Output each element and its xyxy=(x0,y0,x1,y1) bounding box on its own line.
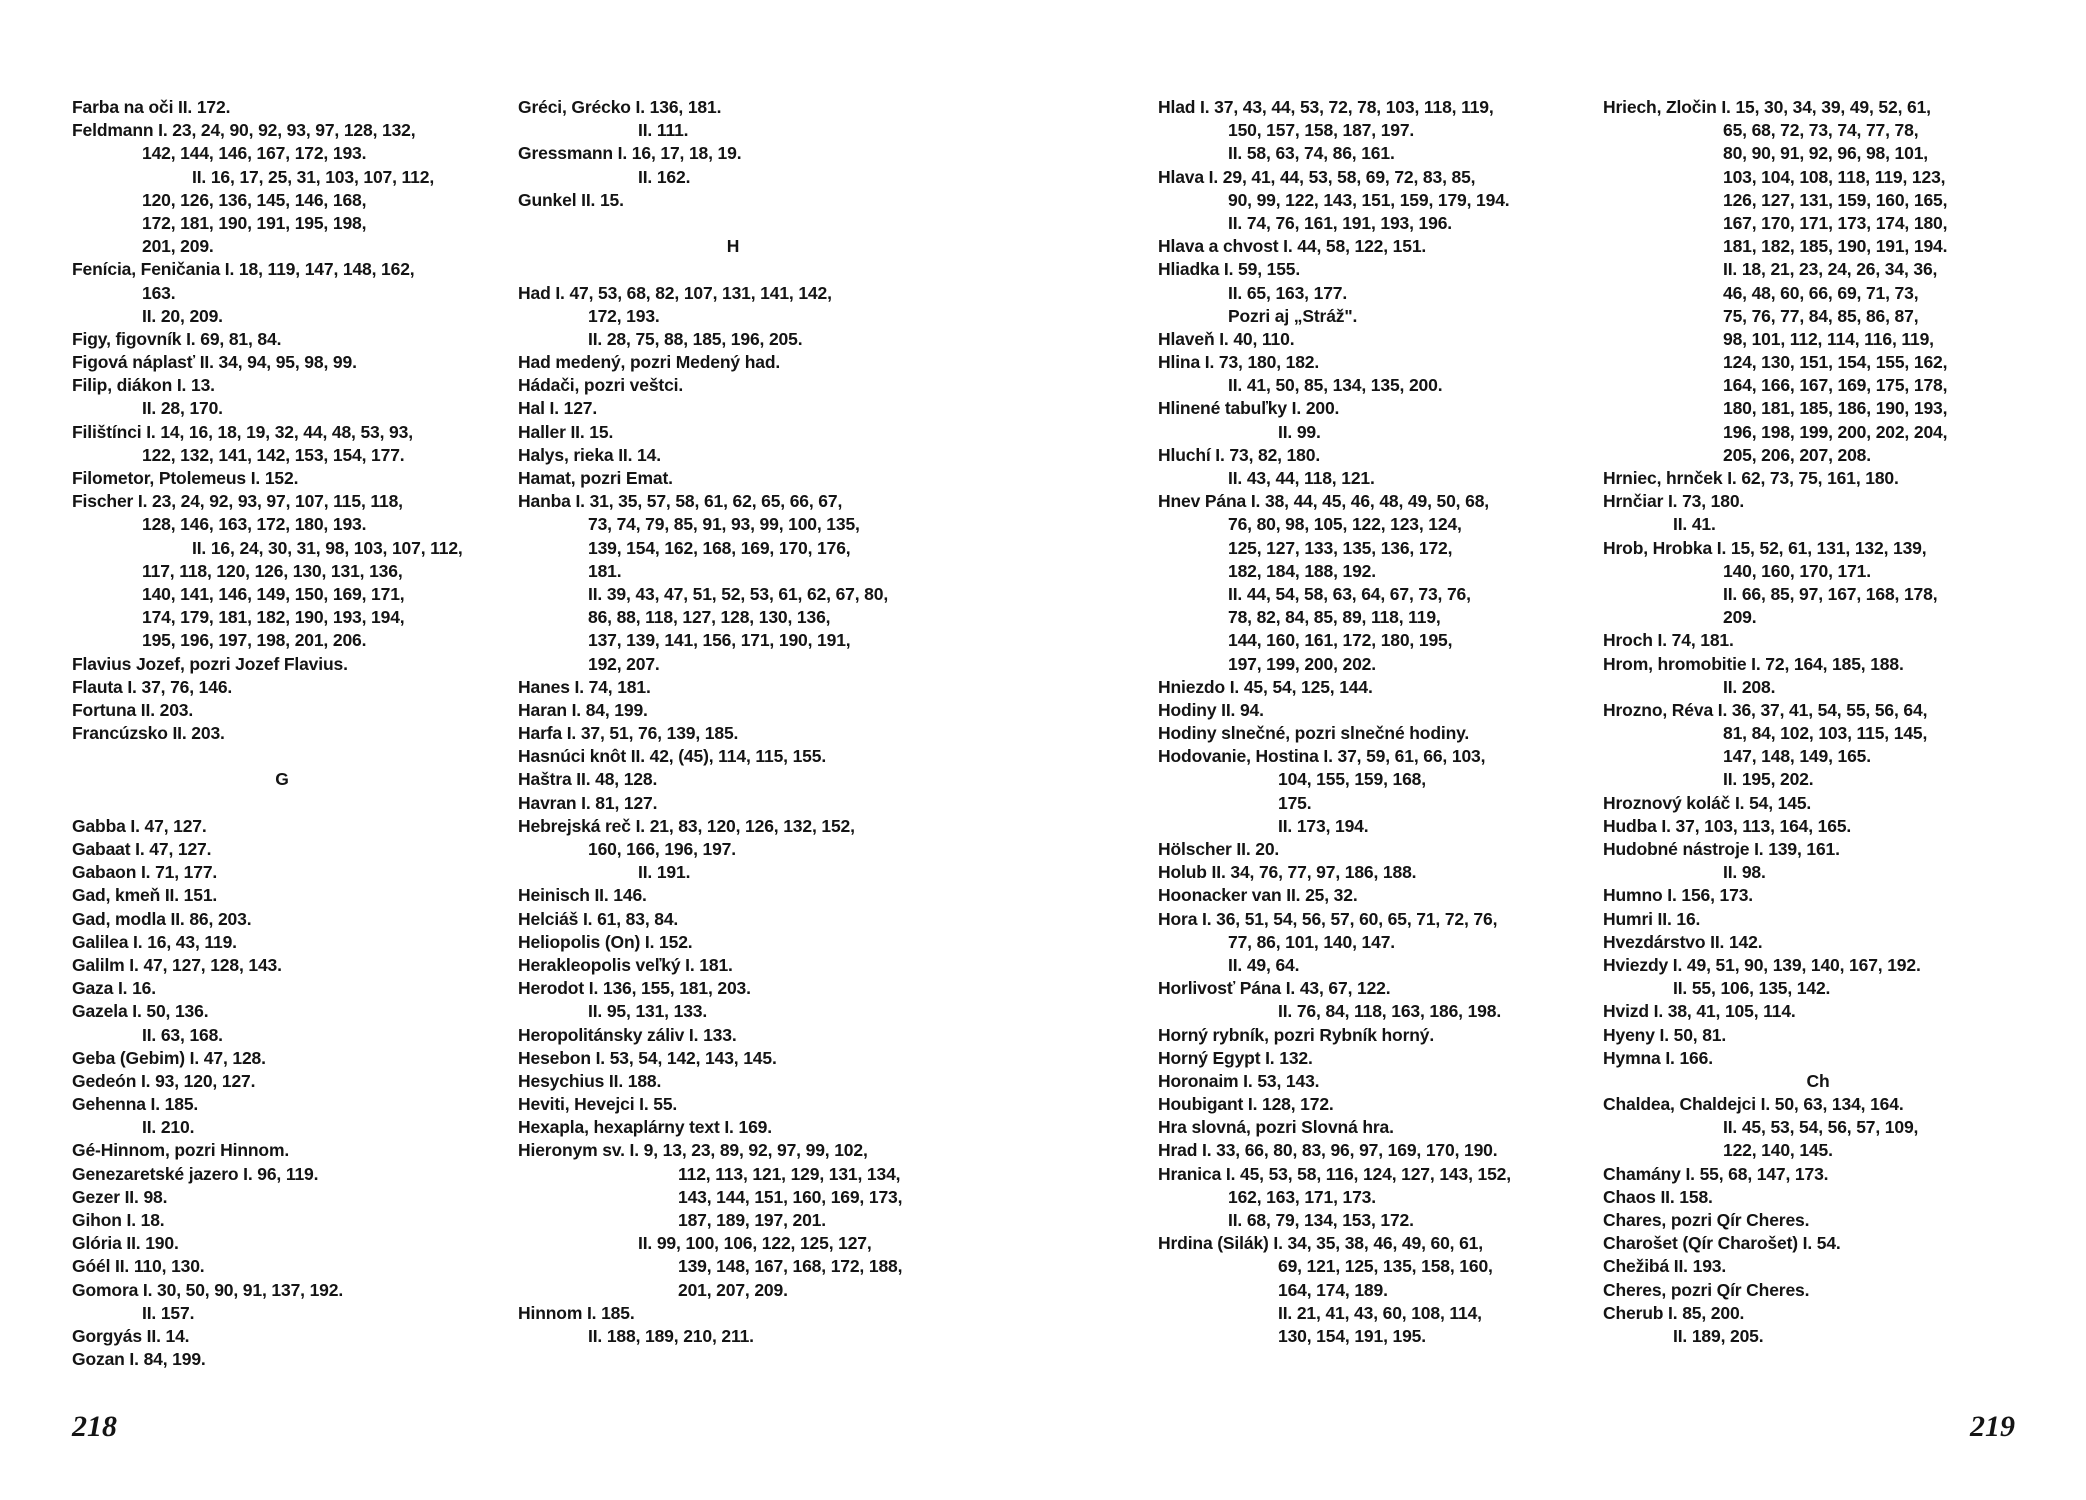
index-entry-continuation: 163. xyxy=(142,282,176,303)
index-entry-continuation: 164, 174, 189. xyxy=(1278,1279,1388,1300)
index-column-1 xyxy=(72,96,492,1371)
index-entry: Hliadka I. 59, 155. xyxy=(1158,259,1301,280)
index-entry-continuation: 139, 154, 162, 168, 169, 170, 176, xyxy=(588,537,851,558)
index-entry: Gabba I. 47, 127. xyxy=(72,815,207,836)
index-entry: Gazela I. 50, 136. xyxy=(72,1001,209,1022)
index-entry-continuation: II. 188, 189, 210, 211. xyxy=(588,1325,754,1346)
index-entry-continuation: II. 195, 202. xyxy=(1723,769,1814,790)
index-entry: Gihon I. 18. xyxy=(72,1210,165,1230)
index-entry-continuation: II. 63, 168. xyxy=(142,1024,223,1045)
index-column-4 xyxy=(1603,96,2033,1348)
index-entry: Gaza I. 16. xyxy=(72,978,156,999)
index-entry: Chaldea, Chaldejci I. 50, 63, 134, 164. xyxy=(1603,1094,1904,1115)
index-entry: Fortuna II. 203. xyxy=(72,699,194,720)
index-entry: Geba (Gebim) I. 47, 128. xyxy=(72,1047,266,1068)
index-entry-continuation: 77, 86, 101, 140, 147. xyxy=(1228,931,1395,952)
index-entry-continuation: II. 111. xyxy=(638,120,689,141)
index-entry-continuation: 143, 144, 151, 160, 169, 173, xyxy=(678,1186,903,1207)
index-entry-continuation: 144, 160, 161, 172, 180, 195, xyxy=(1228,630,1453,651)
index-entry-continuation: II. 99, 100, 106, 122, 125, 127, xyxy=(638,1233,872,1254)
index-entry-continuation: II. 74, 76, 161, 191, 193, 196. xyxy=(1228,212,1453,233)
index-entry-continuation: 69, 121, 125, 135, 158, 160, xyxy=(1278,1256,1493,1277)
index-entry: Hlava a chvost I. 44, 58, 122, 151. xyxy=(1158,236,1427,257)
index-entry: Fenícia, Feničania I. 18, 119, 147, 148, 162, xyxy=(72,259,415,280)
section-spacer xyxy=(518,212,948,235)
index-entry-continuation: 125, 127, 133, 135, 136, 172, xyxy=(1228,537,1453,558)
index-entry-continuation: II. 66, 85, 97, 167, 168, 178, xyxy=(1723,583,1938,604)
index-entry: Had medený, pozri Medený had. xyxy=(518,352,781,373)
index-entry-continuation: II. 208. xyxy=(1723,676,1776,697)
index-entry-continuation: II. 210. xyxy=(142,1117,195,1138)
index-entry-continuation: 126, 127, 131, 159, 160, 165, xyxy=(1723,189,1948,210)
index-entry: Gedeón I. 93, 120, 127. xyxy=(72,1070,256,1091)
index-entry: Gozan I. 84, 199. xyxy=(72,1349,206,1370)
index-entry: Horný rybník, pozri Rybník horný. xyxy=(1158,1024,1435,1045)
index-column-3 xyxy=(1158,96,1588,1348)
index-entry-continuation: 187, 189, 197, 201. xyxy=(678,1210,826,1230)
index-entry-continuation: 180, 181, 185, 186, 190, 193, xyxy=(1723,398,1948,419)
index-entry: Haller II. 15. xyxy=(518,421,614,442)
index-entry: Farba na oči II. 172. xyxy=(72,97,231,117)
index-entry-continuation: 90, 99, 122, 143, 151, 159, 179, 194. xyxy=(1228,189,1510,210)
index-entry-continuation: II. 65, 163, 177. xyxy=(1228,282,1348,303)
index-entry: Hora I. 36, 51, 54, 56, 57, 60, 65, 71, 72, 76, xyxy=(1158,908,1498,929)
index-entry: Horonaim I. 53, 143. xyxy=(1158,1070,1320,1091)
index-entry-continuation: 160, 166, 196, 197. xyxy=(588,839,736,859)
index-entry: Hymna I. 166. xyxy=(1603,1047,1713,1068)
index-entry-continuation: 181, 182, 185, 190, 191, 194. xyxy=(1723,236,1948,257)
section-spacer xyxy=(72,745,492,768)
index-entry-continuation: 78, 82, 84, 85, 89, 118, 119, xyxy=(1228,607,1441,628)
index-entry: Chares, pozri Qír Cheres. xyxy=(1603,1210,1810,1230)
index-entry-continuation: 73, 74, 79, 85, 91, 93, 99, 100, 135, xyxy=(588,514,860,535)
index-entry-continuation: 195, 196, 197, 198, 201, 206. xyxy=(142,630,367,651)
index-entry: Hniezdo I. 45, 54, 125, 144. xyxy=(1158,676,1373,697)
index-entry: Chežibá II. 193. xyxy=(1603,1256,1727,1277)
index-entry: Hasnúci knôt II. 42, (45), 114, 115, 155. xyxy=(518,746,827,767)
index-column-2 xyxy=(518,96,948,1348)
index-entry-continuation: 128, 146, 163, 172, 180, 193. xyxy=(142,514,367,535)
index-entry-continuation: 142, 144, 146, 167, 172, 193. xyxy=(142,143,367,164)
index-entry: Hádači, pozri veštci. xyxy=(518,375,684,396)
index-entry-continuation: 112, 113, 121, 129, 131, 134, xyxy=(678,1163,901,1184)
index-entry: Humri II. 16. xyxy=(1603,908,1701,929)
section-spacer xyxy=(72,792,492,815)
index-entry: Feldmann I. 23, 24, 90, 92, 93, 97, 128, 132, xyxy=(72,120,416,141)
index-entry-continuation: II. 189, 205. xyxy=(1673,1325,1764,1346)
index-entry-continuation: II. 16, 24, 30, 31, 98, 103, 107, 112, xyxy=(192,537,463,558)
index-entry-continuation: 147, 148, 149, 165. xyxy=(1723,746,1871,767)
index-entry: Holub II. 34, 76, 77, 97, 186, 188. xyxy=(1158,862,1417,883)
index-entry: Hrob, Hrobka I. 15, 52, 61, 131, 132, 139, xyxy=(1603,537,1927,558)
index-entry: Hlaveň I. 40, 110. xyxy=(1158,328,1295,349)
index-entry-continuation: 130, 154, 191, 195. xyxy=(1278,1325,1426,1346)
index-entry: Hieronym sv. I. 9, 13, 23, 89, 92, 97, 99, 102, xyxy=(518,1140,868,1161)
index-entry: Figy, figovník I. 69, 81, 84. xyxy=(72,328,282,349)
index-entry: Gunkel II. 15. xyxy=(518,189,624,210)
index-entry: Hanba I. 31, 35, 57, 58, 61, 62, 65, 66, 67, xyxy=(518,491,843,512)
index-entry: Houbigant I. 128, 172. xyxy=(1158,1094,1334,1115)
index-entry: Hölscher II. 20. xyxy=(1158,839,1280,859)
index-entry-continuation: 201, 207, 209. xyxy=(678,1279,788,1300)
index-entry-continuation: 182, 184, 188, 192. xyxy=(1228,560,1376,581)
index-entry: Gad, kmeň II. 151. xyxy=(72,885,218,906)
index-entry: Hlad I. 37, 43, 44, 53, 72, 78, 103, 118, 119, xyxy=(1158,97,1494,117)
index-entry: Gehenna I. 185. xyxy=(72,1094,199,1115)
index-entry: Filip, diákon I. 13. xyxy=(72,375,215,396)
index-entry: Herodot I. 136, 155, 181, 203. xyxy=(518,978,751,999)
index-entry: Cherub I. 85, 200. xyxy=(1603,1302,1745,1323)
index-entry: Filištínci I. 14, 16, 18, 19, 32, 44, 48, 53, 93, xyxy=(72,421,413,442)
index-entry-continuation: II. 68, 79, 134, 153, 172. xyxy=(1228,1210,1414,1230)
index-entry-continuation: II. 44, 54, 58, 63, 64, 67, 73, 76, xyxy=(1228,583,1471,604)
index-entry-continuation: II. 28, 170. xyxy=(142,398,223,419)
index-entry: Chaos II. 158. xyxy=(1603,1186,1713,1207)
index-entry-continuation: 139, 148, 167, 168, 172, 188, xyxy=(678,1256,903,1277)
index-entry: Hluchí I. 73, 82, 180. xyxy=(1158,444,1321,465)
index-entry-continuation: 122, 140, 145. xyxy=(1723,1140,1833,1161)
index-entry: Hudba I. 37, 103, 113, 164, 165. xyxy=(1603,815,1852,836)
index-entry-continuation: 46, 48, 60, 66, 69, 71, 73, xyxy=(1723,282,1919,303)
index-entry-continuation: 75, 76, 77, 84, 85, 86, 87, xyxy=(1723,305,1919,326)
index-entry: Charošet (Qír Charošet) I. 54. xyxy=(1603,1233,1841,1254)
index-entry: Hoonacker van II. 25, 32. xyxy=(1158,885,1358,906)
index-entry: Hesychius II. 188. xyxy=(518,1070,662,1091)
index-entry: Cheres, pozri Qír Cheres. xyxy=(1603,1279,1810,1300)
index-entry-continuation: II. 20, 209. xyxy=(142,305,223,326)
index-entry: Halys, rieka II. 14. xyxy=(518,444,661,465)
index-entry-continuation: 205, 206, 207, 208. xyxy=(1723,444,1871,465)
index-entry: Hanes I. 74, 181. xyxy=(518,676,651,697)
index-entry-continuation: 192, 207. xyxy=(588,653,660,674)
index-entry-continuation: 150, 157, 158, 187, 197. xyxy=(1228,120,1415,141)
index-entry-continuation: II. 21, 41, 43, 60, 108, 114, xyxy=(1278,1302,1482,1323)
index-entry: Gezer II. 98. xyxy=(72,1186,168,1207)
index-entry: Hriech, Zločin I. 15, 30, 34, 39, 49, 52, 61, xyxy=(1603,97,1931,117)
index-entry-continuation: II. 49, 64. xyxy=(1228,954,1300,975)
index-entry-continuation: II. 41. xyxy=(1673,514,1716,535)
index-entry: Hlinené tabuľky I. 200. xyxy=(1158,398,1340,419)
index-entry-continuation: 65, 68, 72, 73, 74, 77, 78, xyxy=(1723,120,1919,141)
index-entry-continuation: 122, 132, 141, 142, 153, 154, 177. xyxy=(142,444,405,465)
index-entry-continuation: 103, 104, 108, 118, 119, 123, xyxy=(1723,166,1946,187)
index-entry: Gréci, Grécko I. 136, 181. xyxy=(518,97,722,117)
index-entry-continuation: Pozri aj „Stráž". xyxy=(1228,305,1358,326)
index-entry: Flauta I. 37, 76, 146. xyxy=(72,676,233,697)
index-entry: Fischer I. 23, 24, 92, 93, 97, 107, 115, 118, xyxy=(72,491,403,512)
index-entry-continuation: 140, 160, 170, 171. xyxy=(1723,560,1871,581)
index-entry: Hviezdy I. 49, 51, 90, 139, 140, 167, 192. xyxy=(1603,954,1921,975)
index-entry: Chamány I. 55, 68, 147, 173. xyxy=(1603,1163,1829,1184)
index-entry-continuation: II. 173, 194. xyxy=(1278,815,1369,836)
index-entry-continuation: 201, 209. xyxy=(142,236,214,257)
index-entry: Hrdina (Silák) I. 34, 35, 38, 46, 49, 60, 61, xyxy=(1158,1233,1483,1254)
index-entry-continuation: 209. xyxy=(1723,607,1757,628)
index-entry-continuation: 81, 84, 102, 103, 115, 145, xyxy=(1723,723,1928,744)
index-entry: Gorgyás II. 14. xyxy=(72,1325,190,1346)
index-entry: Hnev Pána I. 38, 44, 45, 46, 48, 49, 50, 68, xyxy=(1158,491,1489,512)
index-entry: Hrad I. 33, 66, 80, 83, 96, 97, 169, 170, 190. xyxy=(1158,1140,1498,1161)
index-entry: Hinnom I. 185. xyxy=(518,1302,635,1323)
index-entry: Had I. 47, 53, 68, 82, 107, 131, 141, 142, xyxy=(518,282,832,303)
index-entry: Heropolitánsky záliv I. 133. xyxy=(518,1024,737,1045)
index-entry-continuation: II. 157. xyxy=(142,1302,195,1323)
index-entry-continuation: 124, 130, 151, 154, 155, 162, xyxy=(1723,352,1948,373)
index-entry: Heinisch II. 146. xyxy=(518,885,647,906)
index-entry: Herakleopolis veľký I. 181. xyxy=(518,954,733,975)
index-entry: Horný Egypt I. 132. xyxy=(1158,1047,1313,1068)
index-entry: Filometor, Ptolemeus I. 152. xyxy=(72,468,299,488)
index-entry: Horlivosť Pána I. 43, 67, 122. xyxy=(1158,978,1391,999)
index-entry-continuation: 181. xyxy=(588,560,622,581)
page-number-left: 218 xyxy=(72,1410,117,1443)
index-entry-continuation: II. 39, 43, 47, 51, 52, 53, 61, 62, 67, 80, xyxy=(588,583,889,604)
section-spacer xyxy=(518,258,948,281)
index-entry: Hudobné nástroje I. 139, 161. xyxy=(1603,839,1840,859)
index-entry: Havran I. 81, 127. xyxy=(518,792,658,813)
index-entry-continuation: 117, 118, 120, 126, 130, 131, 136, xyxy=(142,560,403,581)
index-entry: Hamat, pozri Emat. xyxy=(518,468,673,488)
index-entry: Galilm I. 47, 127, 128, 143. xyxy=(72,954,282,975)
index-entry-continuation: 167, 170, 171, 173, 174, 180, xyxy=(1723,212,1948,233)
index-entry-continuation: 140, 141, 146, 149, 150, 169, 171, xyxy=(142,583,405,604)
section-letter-heading: G xyxy=(275,769,289,790)
index-entry-continuation: 175. xyxy=(1278,792,1312,813)
index-entry-continuation: II. 95, 131, 133. xyxy=(588,1001,708,1022)
index-entry: Hranica I. 45, 53, 58, 116, 124, 127, 143, 152, xyxy=(1158,1163,1511,1184)
index-entry-continuation: 174, 179, 181, 182, 190, 193, 194, xyxy=(142,607,405,628)
index-entry: Hvezdárstvo II. 142. xyxy=(1603,931,1763,952)
index-entry-continuation: 76, 80, 98, 105, 122, 123, 124, xyxy=(1228,514,1462,535)
index-entry-continuation: 164, 166, 167, 169, 175, 178, xyxy=(1723,375,1948,396)
index-entry-continuation: II. 43, 44, 118, 121. xyxy=(1228,468,1375,488)
index-entry: Hrozno, Réva I. 36, 37, 41, 54, 55, 56, 64, xyxy=(1603,699,1928,720)
index-entry: Gomora I. 30, 50, 90, 91, 137, 192. xyxy=(72,1279,344,1300)
index-entry-continuation: 137, 139, 141, 156, 171, 190, 191, xyxy=(588,630,851,651)
index-entry-continuation: II. 162. xyxy=(638,166,691,187)
index-entry: Hvizd I. 38, 41, 105, 114. xyxy=(1603,1001,1796,1022)
index-entry-continuation: II. 55, 106, 135, 142. xyxy=(1673,978,1831,999)
index-entry: Haran I. 84, 199. xyxy=(518,699,648,720)
index-entry: Francúzsko II. 203. xyxy=(72,723,225,744)
index-entry: Hodiny slnečné, pozri slnečné hodiny. xyxy=(1158,723,1470,744)
index-entry: Helciáš I. 61, 83, 84. xyxy=(518,908,679,929)
index-entry-continuation: II. 76, 84, 118, 163, 186, 198. xyxy=(1278,1001,1502,1022)
index-entry-continuation: 172, 181, 190, 191, 195, 198, xyxy=(142,212,367,233)
index-entry-continuation: 98, 101, 112, 114, 116, 119, xyxy=(1723,328,1934,349)
index-entry-continuation: II. 45, 53, 54, 56, 57, 109, xyxy=(1723,1117,1919,1138)
index-entry: Hroznový koláč I. 54, 145. xyxy=(1603,792,1812,813)
index-entry-continuation: 172, 193. xyxy=(588,305,660,326)
index-entry-continuation: II. 58, 63, 74, 86, 161. xyxy=(1228,143,1395,164)
index-entry-continuation: II. 99. xyxy=(1278,421,1321,442)
index-entry-continuation: 197, 199, 200, 202. xyxy=(1228,653,1376,674)
index-entry: Harfa I. 37, 51, 76, 139, 185. xyxy=(518,723,739,744)
index-entry-continuation: II. 18, 21, 23, 24, 26, 34, 36, xyxy=(1723,259,1938,280)
index-entry: Hebrejská reč I. 21, 83, 120, 126, 132, 152, xyxy=(518,815,855,836)
index-entry: Gabaat I. 47, 127. xyxy=(72,839,212,859)
index-entry: Hexapla, hexaplárny text I. 169. xyxy=(518,1117,772,1138)
index-entry: Hal I. 127. xyxy=(518,398,598,419)
index-entry: Gabaon I. 71, 177. xyxy=(72,862,218,883)
index-entry-continuation: II. 16, 17, 25, 31, 103, 107, 112, xyxy=(192,166,435,187)
index-entry: Flavius Jozef, pozri Jozef Flavius. xyxy=(72,653,348,674)
index-entry-continuation: 162, 163, 171, 173. xyxy=(1228,1186,1376,1207)
index-entry: Hra slovná, pozri Slovná hra. xyxy=(1158,1117,1394,1138)
index-entry-continuation: II. 98. xyxy=(1723,862,1766,883)
index-entry: Heliopolis (On) I. 152. xyxy=(518,931,693,952)
index-entry-continuation: 86, 88, 118, 127, 128, 130, 136, xyxy=(588,607,831,628)
index-entry-continuation: II. 191. xyxy=(638,862,691,883)
index-entry: Glória II. 190. xyxy=(72,1233,179,1254)
index-entry: Gad, modla II. 86, 203. xyxy=(72,908,252,929)
index-entry: Hlina I. 73, 180, 182. xyxy=(1158,352,1320,373)
index-entry: Hroch I. 74, 181. xyxy=(1603,630,1734,651)
section-letter-heading: Ch xyxy=(1806,1070,1830,1091)
index-entry-continuation: 80, 90, 91, 92, 96, 98, 101, xyxy=(1723,143,1928,164)
section-letter-heading: H xyxy=(726,236,740,257)
index-entry-continuation: 104, 155, 159, 168, xyxy=(1278,769,1426,790)
index-entry: Heviti, Hevejci I. 55. xyxy=(518,1094,678,1115)
index-entry: Hlava I. 29, 41, 44, 53, 58, 69, 72, 83, 85, xyxy=(1158,166,1476,187)
index-entry-continuation: 196, 198, 199, 200, 202, 204, xyxy=(1723,421,1948,442)
page-number-right: 219 xyxy=(1970,1410,2015,1443)
index-entry: Galilea I. 16, 43, 119. xyxy=(72,931,237,952)
index-entry: Hesebon I. 53, 54, 142, 143, 145. xyxy=(518,1047,777,1068)
index-entry: Haštra II. 48, 128. xyxy=(518,769,658,790)
index-entry-continuation: II. 41, 50, 85, 134, 135, 200. xyxy=(1228,375,1443,396)
index-entry: Gressmann I. 16, 17, 18, 19. xyxy=(518,143,742,164)
index-entry-continuation: II. 28, 75, 88, 185, 196, 205. xyxy=(588,328,803,349)
index-entry: Hodiny II. 94. xyxy=(1158,699,1264,720)
index-entry: Hrniec, hrnček I. 62, 73, 75, 161, 180. xyxy=(1603,468,1899,488)
index-entry: Góél II. 110, 130. xyxy=(72,1256,205,1277)
index-entry: Gé-Hinnom, pozri Hinnom. xyxy=(72,1140,290,1161)
index-entry: Hrom, hromobitie I. 72, 164, 185, 188. xyxy=(1603,653,1904,674)
index-entry-continuation: 120, 126, 136, 145, 146, 168, xyxy=(142,189,367,210)
index-entry: Hrnčiar I. 73, 180. xyxy=(1603,491,1745,512)
index-entry: Hodovanie, Hostina I. 37, 59, 61, 66, 103, xyxy=(1158,746,1486,767)
index-entry: Genezaretské jazero I. 96, 119. xyxy=(72,1163,319,1184)
index-entry: Figová náplasť II. 34, 94, 95, 98, 99. xyxy=(72,352,357,373)
index-entry: Humno I. 156, 173. xyxy=(1603,885,1753,906)
index-entry: Hyeny I. 50, 81. xyxy=(1603,1024,1727,1045)
